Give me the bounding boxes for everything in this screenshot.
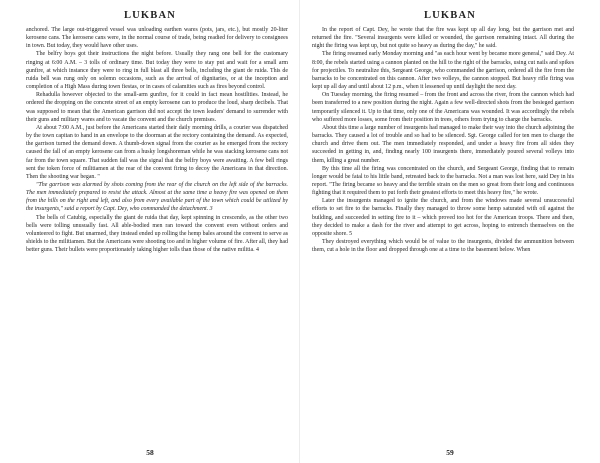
- page-body: [26, 26, 288, 254]
- quoted-paragraph: "The garrison was alarmed by shots coming from the rear of the church on the left side of the barracks. The men immediately prepared to resist the attack. Almost at the same time a heavy fire was opened on them from the hills on the right and left, and also from every available part of the town which could be utilized by the insurgents," said a report by Capt. Dey, who commanded the detachment. 3: [26, 181, 288, 213]
- page-number: 59: [446, 448, 454, 457]
- running-head: LUKBAN: [423, 10, 477, 21]
- running-head: LUKBAN: [123, 10, 177, 21]
- page-body: [312, 26, 574, 254]
- paragraph: At about 7:00 A.M., just before the Americans started their daily morning drills, a courier was dispatched by the town capitan to hand in an envelope to the doorman at the rectory containing the demand. As expected, the garrison turned the demand down. A thumb-down signal from the courier as he emerged from the rectory caused the fall of an empty kerosene can from a husky longshoreman while he was stacking kerosene cans not far from the town square. That sudden fall was the signal that the belfry boys were awaiting. A few bell rings sent the token force of militiamen at the rear of the convent firing to decoy the Americans in that direction. Then the shooting war began. ": [26, 124, 288, 180]
- paragraph: On Tuesday morning, the firing resumed – from the front and across the river, from the cannon which had been transferred to a new position during the night. Again a few well-directed shots from the besieged garrison temporarily silenced it. Up to that time, only one of the Americans was wounded. It was accordingly the rebels who suffered more losses, some from their position in trees, others from trying to charge the barracks.: [312, 92, 574, 123]
- paragraph: anchored. The large out-triggered vessel was unloading earthen wares (pots, jars, etc.), but mostly 20-liter kerosene cans. The kerosene cans were, in the normal course of trade, being readied for delivery to consignees in town. But today, they would have other uses.: [26, 27, 288, 50]
- paragraph: By this time all the firing was concentrated on the church, and Sergeant George, finding that to remain longer would be fatal to his little band, retreated back to the barracks. Not a man was lost here, said Dey in his report. "The firing became so heavy and the terrible strain on the men so great from their long and continuous fighting that it required them to put forth their greatest efforts to meet this heavy fire," he wrote.: [312, 165, 574, 197]
- paragraph: They destroyed everything which would be of value to the insurgents, divided the ammunition between them, cut a hole in the floor and dropped through one at a time to the basement below. When: [312, 239, 574, 254]
- paragraph: About this time a large number of insurgents had managed to make their way into the church adjoining the barracks. They caused a lot of trouble and so had to be silenced. Sgt. George called for ten men to charge the church and drive them out. The men immediately responded, and under a heavy fire from all sides they succeeded in getting in, and, finding nearly 100 insurgents there, immediately poured several volleys into them, killing a great number.: [312, 124, 574, 164]
- paragraph: In the report of Capt. Dey, he wrote that the fire was kept up all day long, but the garrison met and returned the fire. "Several insurgents were killed or wounded, the garrison remaining intact. All during the night the firing was kept up, but not quite so heavy as during the day," he said.: [312, 27, 574, 50]
- paragraph: The firing resumed early Monday morning and "as each hour went by became more general," said Dey. At 8:00, the rebels started using a cannon planted on the hill to the right of the barracks, using cut nails and spikes for projectiles. To neutralize this, Sergeant George, who commanded the garrison, ordered all the fire from the barracks to be concentrated on this cannon. After two volleys, the cannon stopped. But heavy rifle firing was kept up all day and until about 12 p.m., when it lessened up until daylight the next day.: [312, 51, 574, 91]
- paragraph: The bells of Catubig, especially the giant de ruida that day, kept spinning in crescendo, as the other two bells were tolling unusually fast. All able-bodied men ran toward the convent even without orders and volunteered to fight. But unarmed, they instead ended up rolling the hemp bales around the convent to serve as shields to the militiamen. But the Americans were shooting too and in higher volume of fire. After all, they had better guns. Their bullets were proportionately taking higher tolls than those of the native militia. 4: [26, 214, 288, 254]
- paragraph: The belfry boys got their instructions the night before. Usually they rang one bell for the customary ringing at 6:00 A.M. – 3 tolls of ordinary time. But today they were to stay put and wait for a small arm gunfire, at which instance they were to ring in full blast all three bells, including the giant de ruida. This de ruida bell was rung only on solemn occasions, such as the arrival of dignitaries, or at the inception and completion of a High Mass during town fiestas, or in cases of calamities such as fires beyond control.: [26, 51, 288, 91]
- paragraph: Later the insurgents managed to ignite the church, and from the windows made several unsuccessful efforts to set fire to the barracks. Finally they managed to throw some hemp saturated with oil against the building, and succeeded in setting fire to it – which proved too hot for the American troops. There and then, they decided to make a dash for the river and attempt to get across, hoping to entrench themselves on the opposite shore. 5: [312, 198, 574, 237]
- paragraph: Rehadulla however objected to the small-arm gunfire, for it could in fact mean hostilities. Instead, he ordered the dropping on the concrete street of an empty kerosene can to produce the loud, sharp decibels. That was supposed to mean that the American garrison did not accept the town leaders' demand to surrender with their guns and military wares and to vacate the convent and the church premises.: [26, 92, 288, 123]
- right-page: [300, 0, 600, 463]
- page-number: 58: [146, 448, 154, 457]
